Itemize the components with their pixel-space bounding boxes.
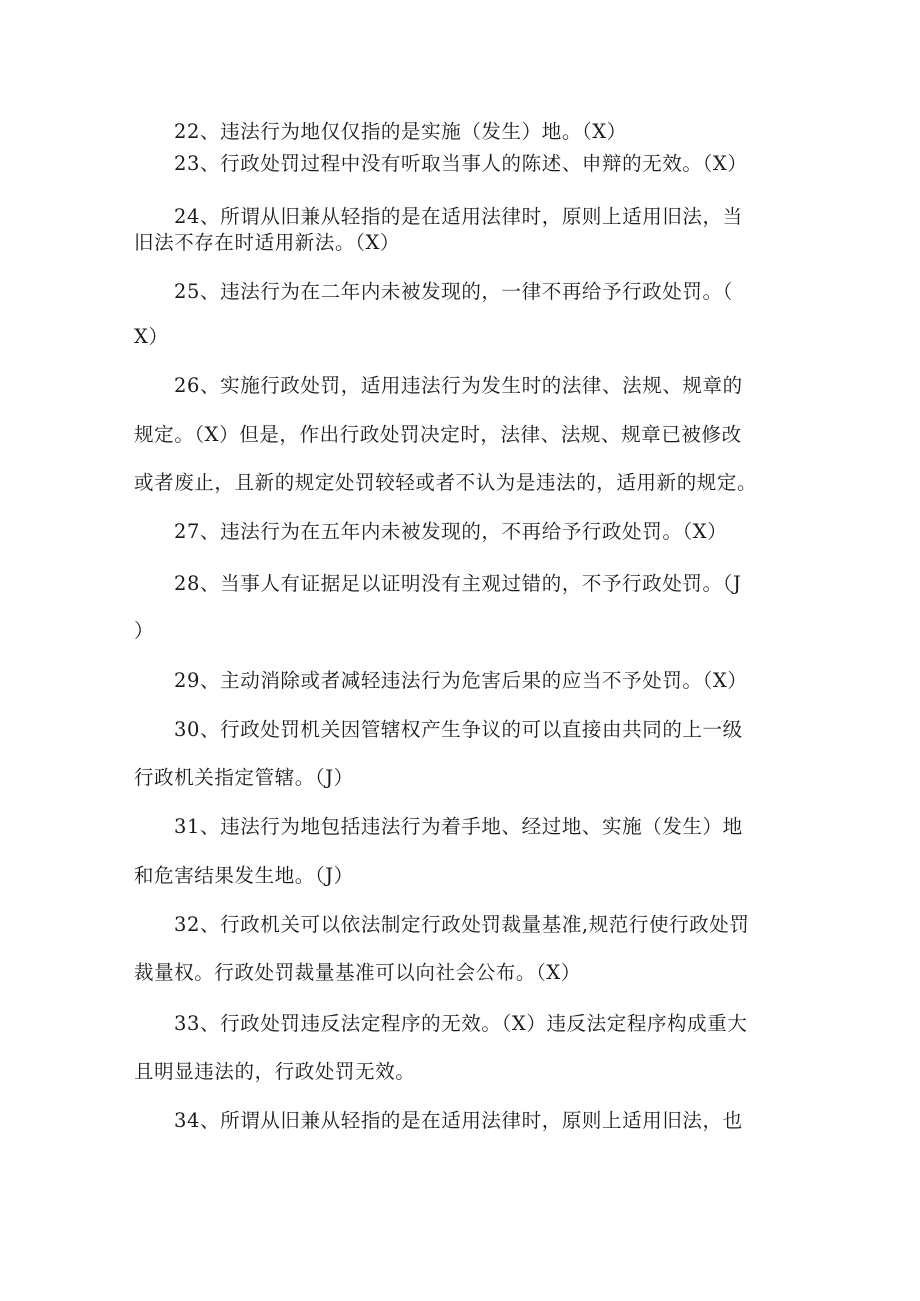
item-34-line-1: 34、所谓从旧兼从轻指的是在适用法律时，原则上适用旧法，也 <box>174 1109 743 1132</box>
item-28-line-1: 28、当事人有证据足以证明没有主观过错的，不予行政处罚。（J <box>174 572 742 595</box>
item-24-line-1: 24、所谓从旧兼从轻指的是在适用法律时，原则上适用旧法，当 <box>174 205 743 228</box>
item-31-line-1: 31、违法行为地包括违法行为着手地、经过地、实施（发生）地 <box>174 815 743 838</box>
item-33-line-2: 且明显违法的，行政处罚无效。 <box>134 1060 416 1083</box>
item-22-line-1: 22、违法行为地仅仅指的是实施（发生）地。（X） <box>174 120 627 143</box>
item-29-line-1: 29、主动消除或者减轻违法行为危害后果的应当不予处罚。（X） <box>174 669 748 692</box>
item-28-line-2: ） <box>134 619 155 642</box>
item-31-line-2: 和危害结果发生地。（J） <box>134 864 354 887</box>
item-27-line-1: 27、违法行为在五年内未被发现的，不再给予行政处罚。（X） <box>174 520 728 543</box>
item-32-line-1: 32、行政机关可以依法制定行政处罚裁量基准,规范行使行政处罚 <box>174 913 750 936</box>
item-26-line-2: 规定。（X）但是，作出行政处罚决定时，法律、法规、规章已被修改 <box>134 423 742 446</box>
item-23-line-1: 23、行政处罚过程中没有听取当事人的陈述、申辩的无效。（X） <box>174 152 748 175</box>
item-26-line-1: 26、实施行政处罚，适用违法行为发生时的法律、法规、规章的 <box>174 374 743 397</box>
item-33-line-1: 33、行政处罚违反法定程序的无效。（X）违反法定程序构成重大 <box>174 1012 748 1035</box>
item-25-line-1: 25、违法行为在二年内未被发现的，一律不再给予行政处罚。（ <box>174 280 733 303</box>
item-24-line-2: 旧法不存在时适用新法。（X） <box>134 231 401 254</box>
item-32-line-2: 裁量权。行政处罚裁量基准可以向社会公布。（X） <box>134 961 581 984</box>
item-25-line-2: X） <box>134 325 169 348</box>
item-30-line-2: 行政机关指定管辖。（J） <box>134 766 354 789</box>
item-30-line-1: 30、行政处罚机关因管辖权产生争议的可以直接由共同的上一级 <box>174 718 743 741</box>
item-26-line-3: 或者废止，且新的规定处罚较轻或者不认为是违法的，适用新的规定。 <box>134 471 758 494</box>
